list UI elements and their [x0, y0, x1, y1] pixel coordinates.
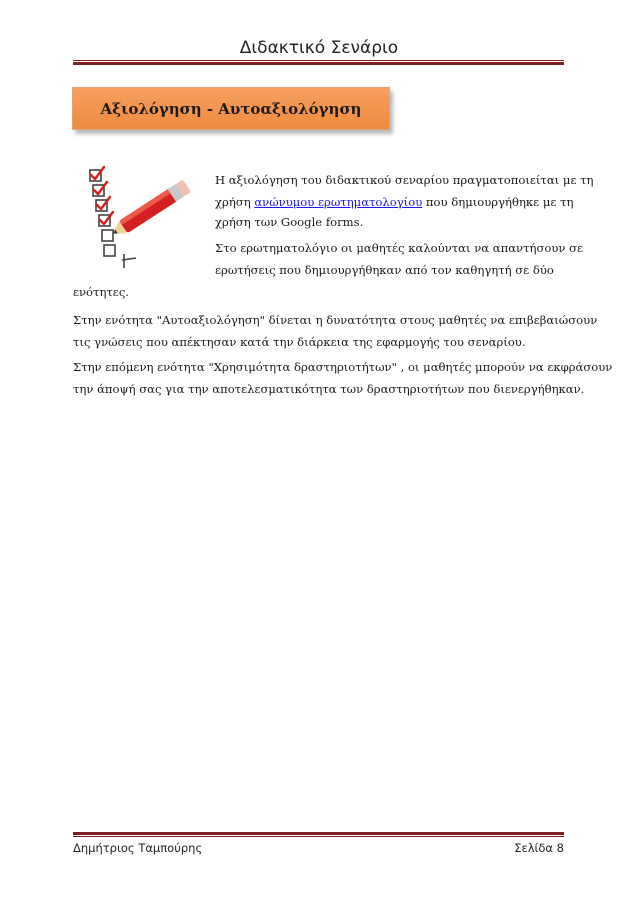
paragraph-1-line-2-start: χρήση: [215, 195, 255, 209]
checklist-pencil-icon: [82, 164, 202, 276]
paragraph-4-line-2: την άποψή σας για την αποτελεσματικότητα των δραστηριοτήτων που διενεργήθηκαν.: [73, 382, 585, 396]
paragraph-4-line-1: Στην επόμενη ενότητα "Χρησιμότητα δραστηριοτήτων" , οι μαθητές μπορούν να εκφράσουν: [73, 360, 613, 374]
paragraph-2-line-2: ερωτήσεις που δημιουργήθηκαν από τον καθηγητή σε δύο: [215, 263, 554, 277]
footer-rule-thick: [73, 832, 564, 835]
header-rule-thick: [73, 62, 564, 65]
paragraph-1-line-3: χρήση των Google forms.: [215, 215, 364, 229]
paragraph-3-line-2: τις γνώσεις που απέκτησαν κατά την διάρκεια της εφαρμογής του σεναρίου.: [73, 335, 526, 349]
footer-rule-thin: [73, 836, 564, 837]
questionnaire-link[interactable]: ανώνυμου ερωτηματολογίου: [254, 195, 423, 209]
paragraph-1-line-1: Η αξιολόγηση του διδακτικού σεναρίου πραγματοποιείται με τη: [215, 173, 594, 187]
paragraph-2-line-1: Στο ερωτηματολόγιο οι μαθητές καλούνται να απαντήσουν σε: [215, 241, 584, 255]
section-banner: [72, 87, 390, 130]
header-rule-thin: [73, 60, 564, 61]
paragraph-1-line-2: [215, 192, 573, 212]
paragraph-2-line-3: ενότητες.: [73, 285, 129, 299]
page-header-title: Διδακτικό Σενάριο: [239, 38, 399, 58]
section-banner-title: Αξιολόγηση - Αυτοαξιολόγηση: [100, 99, 362, 118]
paragraph-3-line-1: Στην ενότητα "Αυτοαξιολόγηση" δίνεται η δυνατότητα στους μαθητές να επιβεβαιώσουν: [73, 313, 598, 327]
footer-page-number: Σελίδα 8: [514, 841, 564, 855]
footer-author: Δημήτριος Ταμπούρης: [73, 841, 203, 855]
paragraph-1-line-2-end: που δημιουργήθηκε με τη: [422, 195, 574, 209]
